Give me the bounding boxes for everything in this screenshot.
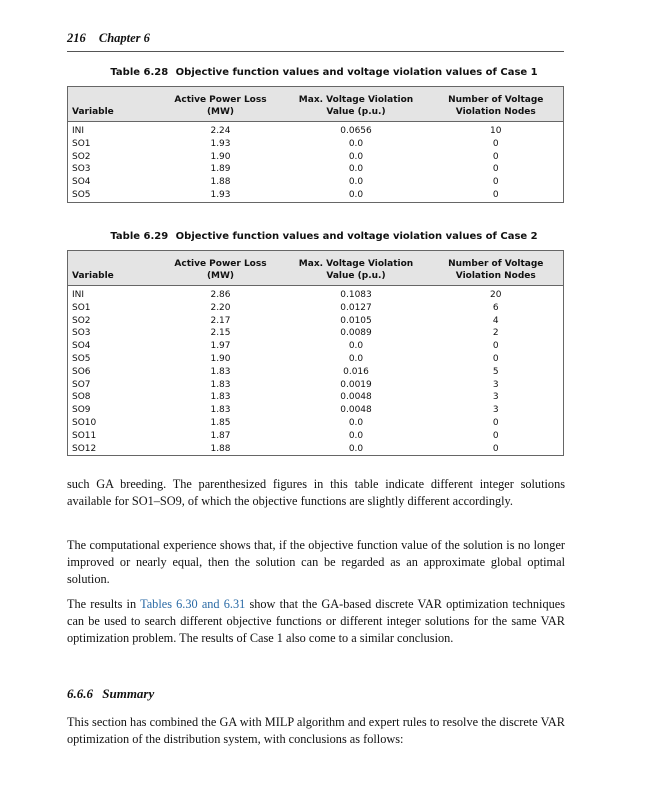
table-cell: 1.90: [210, 353, 231, 364]
table-cell: 6: [492, 302, 499, 313]
table-cell: 1.83: [210, 366, 231, 377]
paragraph-3-pre: The results in: [67, 597, 141, 611]
table-row: [68, 379, 564, 392]
table-row: [68, 189, 564, 202]
table-cell: SO7: [72, 379, 91, 390]
table-cell: 0.0105: [340, 315, 372, 326]
table-cell: 1.93: [210, 189, 231, 200]
table-cell: 20: [490, 290, 502, 300]
table-cell: 0: [492, 430, 499, 441]
table-row: [68, 302, 564, 315]
table-row: [68, 138, 564, 151]
table-cell: 1.89: [210, 164, 231, 175]
page-number: 216: [67, 31, 86, 45]
table-cell: 4: [492, 315, 499, 326]
table-cell: 0.0127: [340, 302, 372, 313]
table-cell: 1.88: [210, 177, 231, 188]
table-row: [68, 430, 564, 443]
table-row: [68, 151, 564, 164]
table-cell: SO10: [72, 417, 97, 428]
table2-number: Table 6.29: [110, 231, 169, 242]
table-cell: INI: [72, 290, 85, 300]
table-cell: SO6: [72, 366, 91, 377]
table-cell: 0: [492, 189, 499, 200]
table1-header-power-loss: Active Power Loss (MW): [158, 87, 284, 122]
table-row: [68, 163, 564, 176]
table-cell: 2: [492, 328, 499, 339]
table1-body: [68, 122, 564, 203]
table-cell: 0.0: [348, 189, 364, 200]
table-cell: 1.93: [210, 138, 231, 149]
table-cell: 2.86: [210, 290, 231, 300]
table-cell: 0.0: [348, 353, 364, 364]
table1: [67, 86, 564, 203]
table-row: [68, 122, 564, 138]
table-row: [68, 340, 564, 353]
table-cell: INI: [72, 126, 85, 136]
paragraph-1: such GA breeding. The parenthesized figures in this table indicate different integer solutions available for SO1–SO9, of which the objective functions are slightly different accordingly.: [67, 477, 565, 508]
table1-header-max-voltage-l2: Value (p.u.): [326, 107, 386, 117]
table-cell: 0.0: [348, 177, 364, 188]
table-cell: 1.87: [210, 430, 231, 441]
table-cell: SO1: [72, 138, 91, 149]
table-cell: 0.0048: [340, 405, 372, 416]
table2-caption: [0, 231, 648, 242]
table-cell: SO1: [72, 302, 91, 313]
table-cell: 0: [492, 417, 499, 428]
table-cell: 10: [490, 126, 502, 136]
table-cell: 0.016: [343, 366, 369, 377]
table-cell: 0.1083: [340, 290, 372, 300]
table-cell: SO2: [72, 151, 91, 162]
table-cell: 1.85: [210, 417, 231, 428]
table2-header-row: [68, 251, 564, 286]
table-cell: 0.0: [348, 417, 364, 428]
table-row: [68, 417, 564, 430]
table1-header-variable: Variable: [68, 87, 158, 122]
table1-number: Table 6.28: [110, 67, 169, 78]
table2-header-max-voltage-l1: Max. Voltage Violation: [298, 259, 414, 269]
paragraph-4: This section has combined the GA with MILP algorithm and expert rules to resolve the discrete VAR optimization of the distribution system, with conclusions as follows:: [67, 715, 565, 746]
table-cell: SO8: [72, 392, 91, 403]
table-cell: SO11: [72, 430, 97, 441]
table1-header-nodes-l1: Number of Voltage: [448, 95, 544, 105]
tables-link[interactable]: Tables 6.30 and 6.31: [140, 597, 246, 611]
table-cell: 0.0019: [340, 379, 372, 390]
table-row: [68, 404, 564, 417]
table-cell: 0: [492, 164, 499, 175]
table1-header-max-voltage-l1: Max. Voltage Violation: [298, 95, 414, 105]
table-cell: 0.0: [348, 164, 364, 175]
table-cell: SO4: [72, 341, 91, 352]
table2-header-max-voltage: [284, 251, 429, 286]
table-cell: SO2: [72, 315, 91, 326]
table-cell: SO5: [72, 189, 91, 200]
table-row: [68, 176, 564, 189]
running-head: [67, 31, 564, 52]
table-cell: 0.0656: [340, 126, 372, 136]
table-cell: 1.97: [210, 341, 231, 352]
table-cell: 1.83: [210, 392, 231, 403]
table-cell: 1.88: [210, 443, 231, 454]
table-cell: 2.15: [210, 328, 231, 339]
chapter-title: Chapter 6: [98, 31, 150, 45]
table2-header-nodes-l2: Violation Nodes: [455, 271, 536, 281]
table-cell: 2.17: [210, 315, 231, 326]
paragraph-3: [67, 596, 565, 647]
table2-header-violation-nodes: [429, 251, 564, 286]
table-cell: 2.20: [210, 302, 231, 313]
table1-header-max-voltage: [284, 87, 429, 122]
table-cell: 0: [492, 341, 499, 352]
table2-header-power-loss: Active Power Loss (MW): [158, 251, 284, 286]
table1-header-violation-nodes: [429, 87, 564, 122]
section-heading: [67, 686, 154, 702]
table2: [67, 250, 564, 456]
table-cell: 0.0: [348, 443, 364, 454]
table2-body: [68, 286, 564, 456]
table1-caption: [0, 67, 648, 78]
table2-header-nodes-l1: Number of Voltage: [448, 259, 544, 269]
table-cell: 0: [492, 151, 499, 162]
table2-caption-text: Objective function values and voltage violation values of Case 2: [175, 231, 538, 242]
table-cell: 1.83: [210, 405, 231, 416]
table-cell: 3: [492, 405, 499, 416]
table-cell: SO12: [72, 443, 97, 454]
table1-caption-text: Objective function values and voltage violation values of Case 1: [175, 67, 538, 78]
table-cell: 0: [492, 443, 499, 454]
paragraph-2: The computational experience shows that, if the objective function value of the solution is no longer improved or nearly equal, then the solution can be regarded as an approximate global optimal solution.: [67, 538, 565, 586]
table-row: [68, 443, 564, 456]
table-row: [68, 353, 564, 366]
paragraph-3-post: show that the GA-based discrete VAR optimization techniques can be used to search different objective functions or different integer solutions for the same VAR optimization problem. The results of Case 1 also come to a similar conclusion.: [67, 597, 566, 645]
table1-header-row: [68, 87, 564, 122]
table-cell: 0.0: [348, 151, 364, 162]
table-cell: SO5: [72, 353, 91, 364]
table-cell: 2.24: [210, 126, 231, 136]
table-cell: 3: [492, 379, 499, 390]
table-cell: SO4: [72, 177, 91, 188]
table-cell: 1.83: [210, 379, 231, 390]
table-cell: 0.0: [348, 430, 364, 441]
table-cell: SO3: [72, 164, 91, 175]
section-number: 6.6.6: [67, 686, 93, 701]
table-cell: 0.0089: [340, 328, 372, 339]
table2-header-variable: Variable: [68, 251, 158, 286]
table1-header-nodes-l2: Violation Nodes: [455, 107, 536, 117]
table-cell: 0.0: [348, 138, 364, 149]
table-cell: SO3: [72, 328, 91, 339]
table2-header-max-voltage-l2: Value (p.u.): [326, 271, 386, 281]
table-cell: SO9: [72, 405, 91, 416]
table-row: [68, 315, 564, 328]
table-cell: 0: [492, 353, 499, 364]
table-row: [68, 286, 564, 302]
table-cell: 0.0048: [340, 392, 372, 403]
table-row: [68, 366, 564, 379]
table-cell: 0: [492, 177, 499, 188]
table-cell: 3: [492, 392, 499, 403]
table-cell: 5: [492, 366, 499, 377]
section-title: Summary: [102, 686, 155, 701]
table-cell: 0.0: [348, 341, 364, 352]
table-row: [68, 391, 564, 404]
table-cell: 0: [492, 138, 499, 149]
table-cell: 1.90: [210, 151, 231, 162]
table-row: [68, 327, 564, 340]
